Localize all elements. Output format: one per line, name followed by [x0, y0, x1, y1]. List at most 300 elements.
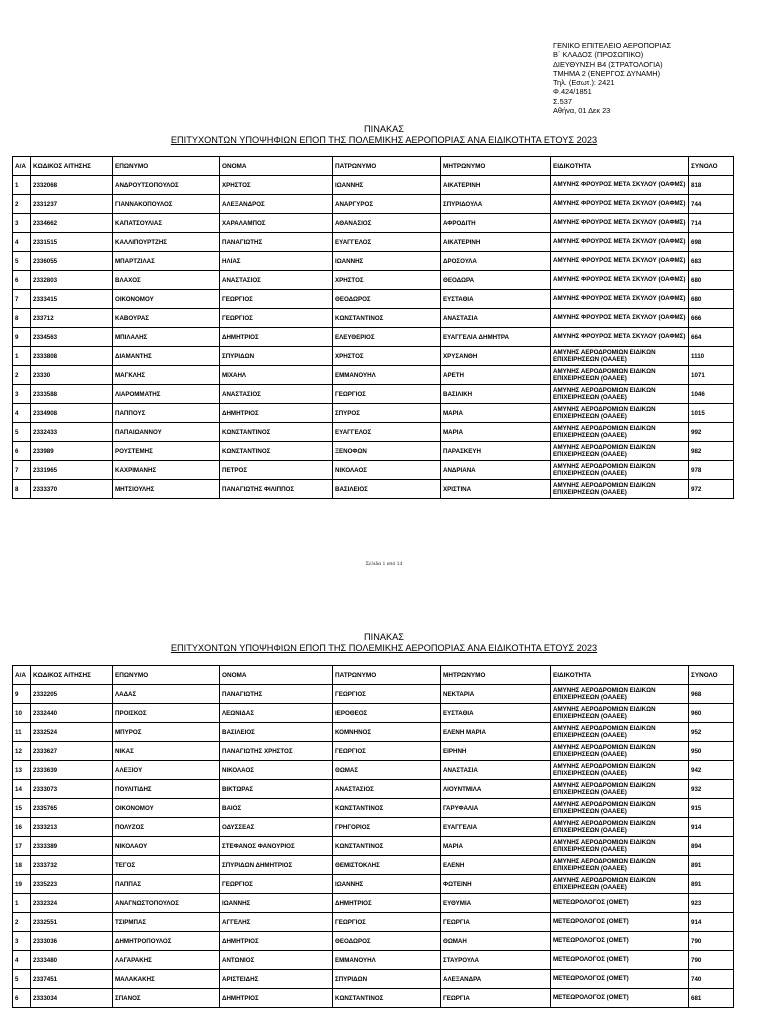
header-line: Β΄ ΚΛΑΔΟΣ (ΠΡΟΣΩΠΙΚΟ)	[553, 50, 644, 60]
specialty-cell: ΑΜΥΝΗΣ ΦΡΟΥΡΟΣ ΜΕΤΑ ΣΚΥΛΟΥ (ΟΑΦΜΣ)	[551, 271, 689, 290]
table-row	[13, 780, 734, 799]
header-line: ΔΙΕΥΘΥΝΣΗ Β4 (ΣΤΡΑΤΟΛΟΓΙΑ)	[553, 59, 663, 69]
application-code-cell: 2333588	[31, 385, 113, 404]
first-name-cell: ΧΑΡΑΛΑΜΠΟΣ	[220, 214, 333, 233]
application-code-cell: 2333036	[31, 932, 113, 951]
first-name-cell: ΠΑΝΑΓΙΩΤΗΣ ΦΙΛΙΠΠΟΣ	[220, 480, 333, 499]
application-code-cell: 2333627	[31, 742, 113, 761]
row-number-cell: 13	[13, 761, 31, 780]
surname-cell: ΓΙΑΝΝΑΚΟΠΟΥΛΟΣ	[113, 195, 220, 214]
first-name-cell: ΚΩΝΣΤΑΝΤΙΝΟΣ	[220, 442, 333, 461]
application-code-cell: 2336055	[31, 252, 113, 271]
application-code-cell: 2333415	[31, 290, 113, 309]
column-header: ΚΩΔΙΚΟΣ ΑΙΤΗΣΗΣ	[31, 157, 113, 176]
score-cell: 681	[689, 989, 734, 1008]
row-number-cell: 5	[13, 252, 31, 271]
row-number-cell: 8	[13, 309, 31, 328]
score-cell: 683	[689, 252, 734, 271]
father-name-cell: ΑΘΑΝΑΣΙΟΣ	[333, 214, 441, 233]
surname-cell: ΣΠΑΝΟΣ	[113, 989, 220, 1008]
application-code-cell: 2332433	[31, 423, 113, 442]
father-name-cell: ΚΩΝΣΤΑΝΤΙΝΟΣ	[333, 837, 441, 856]
mother-name-cell: ΑΛΕΞΑΝΔΡΑ	[441, 970, 551, 989]
score-cell: 790	[689, 932, 734, 951]
specialty-cell: ΑΜΥΝΗΣ ΑΕΡΟΔΡΟΜΙΩΝ ΕΙΔΙΚΩΝ ΕΠΙΧΕΙΡΗΣΕΩΝ (ΟΑΑΕΕ)	[551, 685, 689, 704]
first-name-cell: ΑΝΤΩΝΙΟΣ	[220, 951, 333, 970]
father-name-cell: ΓΕΩΡΓΙΟΣ	[333, 913, 441, 932]
mother-name-cell: ΕΥΑΓΓΕΛΙΑ ΔΗΜΗΤΡΑ	[441, 328, 551, 347]
mother-name-cell: ΕΛΕΝΗ ΜΑΡΙΑ	[441, 723, 551, 742]
surname-cell: ΡΟΥΣΤΕΜΗΣ	[113, 442, 220, 461]
table-row	[13, 290, 734, 309]
application-code-cell: 2333073	[31, 780, 113, 799]
father-name-cell: ΚΩΝΣΤΑΝΤΙΝΟΣ	[333, 309, 441, 328]
surname-cell: ΒΛΑΧΟΣ	[113, 271, 220, 290]
table-row	[13, 404, 734, 423]
father-name-cell: ΕΥΑΓΓΕΛΟΣ	[333, 423, 441, 442]
column-header: ΟΝΟΜΑ	[220, 666, 333, 685]
surname-cell: ΝΙΚΟΛΑΟΥ	[113, 837, 220, 856]
table-row	[13, 723, 734, 742]
table-row	[13, 442, 734, 461]
header-line: Τηλ. (Εσωτ.): 2421	[553, 78, 615, 88]
first-name-cell: ΠΕΤΡΟΣ	[220, 461, 333, 480]
table-row	[13, 328, 734, 347]
mother-name-cell: ΦΩΤΕΙΝΗ	[441, 875, 551, 894]
application-code-cell: 2333034	[31, 989, 113, 1008]
father-name-cell: ΚΟΜΝΗΝΟΣ	[333, 723, 441, 742]
surname-cell: ΜΑΓΚΛΗΣ	[113, 366, 220, 385]
page-number: Σελίδα 1 από 14	[365, 561, 403, 567]
surname-cell: ΔΙΑΜΑΝΤΗΣ	[113, 347, 220, 366]
surname-cell: ΤΕΓΟΣ	[113, 856, 220, 875]
specialty-cell: ΑΜΥΝΗΣ ΑΕΡΟΔΡΟΜΙΩΝ ΕΙΔΙΚΩΝ ΕΠΙΧΕΙΡΗΣΕΩΝ (ΟΑΑΕΕ)	[551, 442, 689, 461]
surname-cell: ΟΙΚΟΝΟΜΟΥ	[113, 290, 220, 309]
specialty-cell: ΑΜΥΝΗΣ ΦΡΟΥΡΟΣ ΜΕΤΑ ΣΚΥΛΟΥ (ΟΑΦΜΣ)	[551, 328, 689, 347]
application-code-cell: 2334662	[31, 214, 113, 233]
specialty-cell: ΑΜΥΝΗΣ ΑΕΡΟΔΡΟΜΙΩΝ ΕΙΔΙΚΩΝ ΕΠΙΧΕΙΡΗΣΕΩΝ (ΟΑΑΕΕ)	[551, 461, 689, 480]
specialty-cell: ΑΜΥΝΗΣ ΑΕΡΟΔΡΟΜΙΩΝ ΕΙΔΙΚΩΝ ΕΠΙΧΕΙΡΗΣΕΩΝ (ΟΑΑΕΕ)	[551, 347, 689, 366]
column-header: ΟΝΟΜΑ	[220, 157, 333, 176]
application-code-cell: 2332803	[31, 271, 113, 290]
specialty-cell: ΜΕΤΕΩΡΟΛΟΓΟΣ (ΟΜΕΤ)	[551, 932, 689, 951]
specialty-cell: ΑΜΥΝΗΣ ΦΡΟΥΡΟΣ ΜΕΤΑ ΣΚΥΛΟΥ (ΟΑΦΜΣ)	[551, 233, 689, 252]
table-row	[13, 856, 734, 875]
table-row	[13, 742, 734, 761]
table-row	[13, 423, 734, 442]
father-name-cell: ΓΡΗΓΟΡΙΟΣ	[333, 818, 441, 837]
application-code-cell: 2332068	[31, 176, 113, 195]
mother-name-cell: ΑΙΚΑΤΕΡΙΝΗ	[441, 176, 551, 195]
specialty-cell: ΑΜΥΝΗΣ ΦΡΟΥΡΟΣ ΜΕΤΑ ΣΚΥΛΟΥ (ΟΑΦΜΣ)	[551, 214, 689, 233]
surname-cell: ΚΑΛΛΙΠΟΥΡΤΖΗΣ	[113, 233, 220, 252]
first-name-cell: ΝΙΚΟΛΑΟΣ	[220, 761, 333, 780]
father-name-cell: ΙΕΡΟΘΕΟΣ	[333, 704, 441, 723]
row-number-cell: 1	[13, 894, 31, 913]
row-number-cell: 15	[13, 799, 31, 818]
application-code-cell: 2335765	[31, 799, 113, 818]
row-number-cell: 12	[13, 742, 31, 761]
column-header: ΠΑΤΡΩΝΥΜΟ	[333, 157, 441, 176]
table-row	[13, 970, 734, 989]
surname-cell: ΜΑΛΑΚΑΚΗΣ	[113, 970, 220, 989]
row-number-cell: 4	[13, 951, 31, 970]
table-row	[13, 989, 734, 1008]
application-code-cell: 2332440	[31, 704, 113, 723]
surname-cell: ΠΑΠΠΟΥΣ	[113, 404, 220, 423]
column-header: ΕΠΩΝΥΜΟ	[113, 666, 220, 685]
page-title	[0, 632, 768, 653]
surname-cell: ΜΗΤΣΙΟΥΛΗΣ	[113, 480, 220, 499]
surname-cell: ΛΑΓΑΡΑΚΗΣ	[113, 951, 220, 970]
table-header-row	[13, 157, 734, 176]
specialty-cell: ΑΜΥΝΗΣ ΑΕΡΟΔΡΟΜΙΩΝ ΕΙΔΙΚΩΝ ΕΠΙΧΕΙΡΗΣΕΩΝ (ΟΑΑΕΕ)	[551, 780, 689, 799]
mother-name-cell: ΓΕΩΡΓΙΑ	[441, 913, 551, 932]
application-code-cell: 233989	[31, 442, 113, 461]
father-name-cell: ΕΜΜΑΝΟΥΗΛ	[333, 951, 441, 970]
title-line-1: ΠΙΝΑΚΑΣ	[364, 632, 404, 642]
specialty-cell: ΑΜΥΝΗΣ ΑΕΡΟΔΡΟΜΙΩΝ ΕΙΔΙΚΩΝ ΕΠΙΧΕΙΡΗΣΕΩΝ (ΟΑΑΕΕ)	[551, 761, 689, 780]
mother-name-cell: ΕΥΘΥΜΙΑ	[441, 894, 551, 913]
score-cell: 818	[689, 176, 734, 195]
score-cell: 680	[689, 290, 734, 309]
row-number-cell: 1	[13, 347, 31, 366]
surname-cell: ΝΙΚΑΣ	[113, 742, 220, 761]
first-name-cell: ΚΩΝΣΤΑΝΤΙΝΟΣ	[220, 423, 333, 442]
surname-cell: ΟΙΚΟΝΟΜΟΥ	[113, 799, 220, 818]
column-header: ΣΥΝΟΛΟ	[689, 157, 734, 176]
father-name-cell: ΘΕΟΔΩΡΟΣ	[333, 932, 441, 951]
mother-name-cell: ΑΝΑΣΤΑΣΙΑ	[441, 761, 551, 780]
row-number-cell: 18	[13, 856, 31, 875]
application-code-cell: 2333480	[31, 951, 113, 970]
first-name-cell: ΓΕΩΡΓΙΟΣ	[220, 875, 333, 894]
application-code-cell: 2332551	[31, 913, 113, 932]
results-table	[12, 665, 734, 1008]
table-row	[13, 761, 734, 780]
specialty-cell: ΑΜΥΝΗΣ ΑΕΡΟΔΡΟΜΙΩΝ ΕΙΔΙΚΩΝ ΕΠΙΧΕΙΡΗΣΕΩΝ (ΟΑΑΕΕ)	[551, 423, 689, 442]
father-name-cell: ΓΕΩΡΓΙΟΣ	[333, 742, 441, 761]
application-code-cell: 2331515	[31, 233, 113, 252]
row-number-cell: 4	[13, 404, 31, 423]
score-cell: 891	[689, 875, 734, 894]
score-cell: 698	[689, 233, 734, 252]
mother-name-cell: ΝΕΚΤΑΡΙΑ	[441, 685, 551, 704]
mother-name-cell: ΑΡΕΤΗ	[441, 366, 551, 385]
first-name-cell: ΒΑΙΟΣ	[220, 799, 333, 818]
specialty-cell: ΑΜΥΝΗΣ ΑΕΡΟΔΡΟΜΙΩΝ ΕΙΔΙΚΩΝ ΕΠΙΧΕΙΡΗΣΕΩΝ (ΟΑΑΕΕ)	[551, 818, 689, 837]
score-cell: 972	[689, 480, 734, 499]
application-code-cell: 2333370	[31, 480, 113, 499]
mother-name-cell: ΓΕΩΡΓΙΑ	[441, 989, 551, 1008]
surname-cell: ΑΝΔΡΟΥΤΣΟΠΟΥΛΟΣ	[113, 176, 220, 195]
mother-name-cell: ΧΡΥΣΑΝΘΗ	[441, 347, 551, 366]
father-name-cell: ΘΕΜΙΣΤΟΚΛΗΣ	[333, 856, 441, 875]
mother-name-cell: ΧΡΙΣΤΙΝΑ	[441, 480, 551, 499]
specialty-cell: ΑΜΥΝΗΣ ΦΡΟΥΡΟΣ ΜΕΤΑ ΣΚΥΛΟΥ (ΟΑΦΜΣ)	[551, 176, 689, 195]
row-number-cell: 3	[13, 932, 31, 951]
first-name-cell: ΑΝΑΣΤΑΣΙΟΣ	[220, 385, 333, 404]
surname-cell: ΚΑΧΡΙΜΑΝΗΣ	[113, 461, 220, 480]
specialty-cell: ΑΜΥΝΗΣ ΑΕΡΟΔΡΟΜΙΩΝ ΕΙΔΙΚΩΝ ΕΠΙΧΕΙΡΗΣΕΩΝ (ΟΑΑΕΕ)	[551, 742, 689, 761]
row-number-cell: 7	[13, 461, 31, 480]
specialty-cell: ΑΜΥΝΗΣ ΦΡΟΥΡΟΣ ΜΕΤΑ ΣΚΥΛΟΥ (ΟΑΦΜΣ)	[551, 290, 689, 309]
score-cell: 790	[689, 951, 734, 970]
column-header: Α/Α	[13, 666, 31, 685]
father-name-cell: ΞΕΝΟΦΩΝ	[333, 442, 441, 461]
first-name-cell: ΓΕΩΡΓΙΟΣ	[220, 290, 333, 309]
mother-name-cell: ΜΑΡΙΑ	[441, 423, 551, 442]
table-row	[13, 818, 734, 837]
application-code-cell: 2332324	[31, 894, 113, 913]
score-cell: 915	[689, 799, 734, 818]
page-title	[0, 124, 768, 145]
score-cell: 952	[689, 723, 734, 742]
score-cell: 1071	[689, 366, 734, 385]
specialty-cell: ΑΜΥΝΗΣ ΦΡΟΥΡΟΣ ΜΕΤΑ ΣΚΥΛΟΥ (ΟΑΦΜΣ)	[551, 195, 689, 214]
score-cell: 664	[689, 328, 734, 347]
score-cell: 1110	[689, 347, 734, 366]
table-row	[13, 461, 734, 480]
row-number-cell: 7	[13, 290, 31, 309]
mother-name-cell: ΕΥΑΓΓΕΛΙΑ	[441, 818, 551, 837]
specialty-cell: ΑΜΥΝΗΣ ΑΕΡΟΔΡΟΜΙΩΝ ΕΙΔΙΚΩΝ ΕΠΙΧΕΙΡΗΣΕΩΝ (ΟΑΑΕΕ)	[551, 366, 689, 385]
title-line-2: ΕΠΙΤΥΧΟΝΤΩΝ ΥΠΟΨΗΦΙΩΝ ΕΠΟΠ ΤΗΣ ΠΟΛΕΜΙΚΗΣ ΑΕΡΟΠΟΡΙΑΣ ΑΝΑ ΕΙΔΙΚΟΤΗΤΑ ΕΤΟΥΣ 2023	[170, 134, 598, 145]
father-name-cell: ΚΩΝΣΤΑΝΤΙΝΟΣ	[333, 799, 441, 818]
surname-cell: ΑΛΕΞΙΟΥ	[113, 761, 220, 780]
first-name-cell: ΒΙΚΤΩΡΑΣ	[220, 780, 333, 799]
header-line: ΓΕΝΙΚΟ ΕΠΙΤΕΛΕΙΟ ΑΕΡΟΠΟΡΙΑΣ	[553, 41, 672, 50]
father-name-cell: ΔΗΜΗΤΡΙΟΣ	[333, 894, 441, 913]
surname-cell: ΚΑΒΟΥΡΑΣ	[113, 309, 220, 328]
score-cell: 982	[689, 442, 734, 461]
mother-name-cell: ΕΥΣΤΑΘΙΑ	[441, 290, 551, 309]
score-cell: 923	[689, 894, 734, 913]
surname-cell: ΠΡΟΙΣΚΟΣ	[113, 704, 220, 723]
mother-name-cell: ΜΑΡΙΑ	[441, 837, 551, 856]
father-name-cell: ΚΩΝΣΤΑΝΤΙΝΟΣ	[333, 989, 441, 1008]
father-name-cell: ΓΕΩΡΓΙΟΣ	[333, 685, 441, 704]
specialty-cell: ΑΜΥΝΗΣ ΑΕΡΟΔΡΟΜΙΩΝ ΕΙΔΙΚΩΝ ΕΠΙΧΕΙΡΗΣΕΩΝ (ΟΑΑΕΕ)	[551, 385, 689, 404]
father-name-cell: ΙΩΑΝΝΗΣ	[333, 176, 441, 195]
table-row	[13, 480, 734, 499]
row-number-cell: 9	[13, 328, 31, 347]
table-row	[13, 233, 734, 252]
mother-name-cell: ΑΝΑΣΤΑΣΙΑ	[441, 309, 551, 328]
table-row	[13, 176, 734, 195]
first-name-cell: ΔΗΜΗΤΡΙΟΣ	[220, 989, 333, 1008]
score-cell: 968	[689, 685, 734, 704]
mother-name-cell: ΜΑΡΙΑ	[441, 404, 551, 423]
surname-cell: ΠΟΥΛΙΤΙΔΗΣ	[113, 780, 220, 799]
specialty-cell: ΜΕΤΕΩΡΟΛΟΓΟΣ (ΟΜΕΤ)	[551, 989, 689, 1008]
first-name-cell: ΔΗΜΗΤΡΙΟΣ	[220, 404, 333, 423]
application-code-cell: 2335223	[31, 875, 113, 894]
mother-name-cell: ΑΝΔΡΙΑΝΑ	[441, 461, 551, 480]
column-header: ΕΙΔΙΚΟΤΗΤΑ	[551, 666, 689, 685]
column-header: ΜΗΤΡΩΝΥΜΟ	[441, 666, 551, 685]
specialty-cell: ΜΕΤΕΩΡΟΛΟΓΟΣ (ΟΜΕΤ)	[551, 951, 689, 970]
row-number-cell: 9	[13, 685, 31, 704]
document-header	[553, 41, 671, 115]
score-cell: 1046	[689, 385, 734, 404]
first-name-cell: ΑΓΓΕΛΗΣ	[220, 913, 333, 932]
application-code-cell: 233712	[31, 309, 113, 328]
first-name-cell: ΑΡΙΣΤΕΙΔΗΣ	[220, 970, 333, 989]
table-row	[13, 704, 734, 723]
first-name-cell: ΣΤΕΦΑΝΟΣ ΦΑΝΟΥΡΙΟΣ	[220, 837, 333, 856]
row-number-cell: 3	[13, 214, 31, 233]
row-number-cell: 16	[13, 818, 31, 837]
specialty-cell: ΜΕΤΕΩΡΟΛΟΓΟΣ (ΟΜΕΤ)	[551, 894, 689, 913]
first-name-cell: ΧΡΗΣΤΟΣ	[220, 176, 333, 195]
first-name-cell: ΠΑΝΑΓΙΩΤΗΣ ΧΡΗΣΤΟΣ	[220, 742, 333, 761]
specialty-cell: ΑΜΥΝΗΣ ΦΡΟΥΡΟΣ ΜΕΤΑ ΣΚΥΛΟΥ (ΟΑΦΜΣ)	[551, 309, 689, 328]
row-number-cell: 4	[13, 233, 31, 252]
mother-name-cell: ΣΤΑΥΡΟΥΛΑ	[441, 951, 551, 970]
specialty-cell: ΑΜΥΝΗΣ ΑΕΡΟΔΡΟΜΙΩΝ ΕΙΔΙΚΩΝ ΕΠΙΧΕΙΡΗΣΕΩΝ (ΟΑΑΕΕ)	[551, 723, 689, 742]
specialty-cell: ΑΜΥΝΗΣ ΑΕΡΟΔΡΟΜΙΩΝ ΕΙΔΙΚΩΝ ΕΠΙΧΕΙΡΗΣΕΩΝ (ΟΑΑΕΕ)	[551, 404, 689, 423]
score-cell: 894	[689, 837, 734, 856]
first-name-cell: ΠΑΝΑΓΙΩΤΗΣ	[220, 233, 333, 252]
header-line: Φ.424/1851	[553, 87, 592, 97]
application-code-cell: 23330	[31, 366, 113, 385]
first-name-cell: ΛΕΩΝΙΔΑΣ	[220, 704, 333, 723]
score-cell: 744	[689, 195, 734, 214]
table-row	[13, 366, 734, 385]
mother-name-cell: ΑΦΡΟΔΙΤΗ	[441, 214, 551, 233]
first-name-cell: ΣΠΥΡΙΔΩΝ	[220, 347, 333, 366]
row-number-cell: 3	[13, 385, 31, 404]
father-name-cell: ΘΩΜΑΣ	[333, 761, 441, 780]
score-cell: 680	[689, 271, 734, 290]
specialty-cell: ΑΜΥΝΗΣ ΑΕΡΟΔΡΟΜΙΩΝ ΕΙΔΙΚΩΝ ΕΠΙΧΕΙΡΗΣΕΩΝ (ΟΑΑΕΕ)	[551, 480, 689, 499]
first-name-cell: ΟΔΥΣΣΕΑΣ	[220, 818, 333, 837]
score-cell: 914	[689, 818, 734, 837]
row-number-cell: 6	[13, 271, 31, 290]
specialty-cell: ΑΜΥΝΗΣ ΑΕΡΟΔΡΟΜΙΩΝ ΕΙΔΙΚΩΝ ΕΠΙΧΕΙΡΗΣΕΩΝ (ΟΑΑΕΕ)	[551, 704, 689, 723]
header-line: Σ.537	[553, 96, 572, 106]
row-number-cell: 5	[13, 970, 31, 989]
score-cell: 1015	[689, 404, 734, 423]
header-line: Αθήνα, 01 Δεκ 23	[553, 106, 611, 116]
score-cell: 950	[689, 742, 734, 761]
surname-cell: ΛΙΑΡΟΜΜΑΤΗΣ	[113, 385, 220, 404]
surname-cell: ΚΑΠΑΤΣΟΥΛΙΑΣ	[113, 214, 220, 233]
column-header: ΣΥΝΟΛΟ	[689, 666, 734, 685]
row-number-cell: 1	[13, 176, 31, 195]
mother-name-cell: ΔΡΟΣΟΥΛΑ	[441, 252, 551, 271]
father-name-cell: ΓΕΩΡΓΙΟΣ	[333, 385, 441, 404]
header-line: ΤΜΗΜΑ 2 (ΕΝΕΡΓΟΣ ΔΥΝΑΜΗ)	[553, 68, 661, 78]
table-row	[13, 951, 734, 970]
application-code-cell: 2333639	[31, 761, 113, 780]
mother-name-cell: ΠΑΡΑΣΚΕΥΗ	[441, 442, 551, 461]
surname-cell: ΜΠΙΛΑΛΗΣ	[113, 328, 220, 347]
score-cell: 978	[689, 461, 734, 480]
score-cell: 992	[689, 423, 734, 442]
father-name-cell: ΣΠΥΡΙΔΩΝ	[333, 970, 441, 989]
surname-cell: ΜΠΥΡΟΣ	[113, 723, 220, 742]
application-code-cell: 2333808	[31, 347, 113, 366]
title-line-1: ΠΙΝΑΚΑΣ	[364, 124, 404, 134]
first-name-cell: ΠΑΝΑΓΙΩΤΗΣ	[220, 685, 333, 704]
father-name-cell: ΕΛΕΥΘΕΡΙΟΣ	[333, 328, 441, 347]
father-name-cell: ΧΡΗΣΤΟΣ	[333, 347, 441, 366]
surname-cell: ΤΣΙΡΜΠΑΣ	[113, 913, 220, 932]
father-name-cell: ΕΜΜΑΝΟΥΗΛ	[333, 366, 441, 385]
surname-cell: ΠΟΛΥΖΟΣ	[113, 818, 220, 837]
first-name-cell: ΣΠΥΡΙΔΩΝ ΔΗΜΗΤΡΙΟΣ	[220, 856, 333, 875]
score-cell: 942	[689, 761, 734, 780]
specialty-cell: ΑΜΥΝΗΣ ΑΕΡΟΔΡΟΜΙΩΝ ΕΙΔΙΚΩΝ ΕΠΙΧΕΙΡΗΣΕΩΝ (ΟΑΑΕΕ)	[551, 837, 689, 856]
row-number-cell: 8	[13, 480, 31, 499]
application-code-cell: 2334563	[31, 328, 113, 347]
mother-name-cell: ΒΑΣΙΛΙΚΗ	[441, 385, 551, 404]
score-cell: 666	[689, 309, 734, 328]
father-name-cell: ΒΑΣΙΛΕΙΟΣ	[333, 480, 441, 499]
table-row	[13, 799, 734, 818]
father-name-cell: ΑΝΑΣΤΑΣΙΟΣ	[333, 780, 441, 799]
father-name-cell: ΘΕΟΔΩΡΟΣ	[333, 290, 441, 309]
score-cell: 960	[689, 704, 734, 723]
father-name-cell: ΙΩΑΝΝΗΣ	[333, 875, 441, 894]
first-name-cell: ΔΗΜΗΤΡΙΟΣ	[220, 932, 333, 951]
application-code-cell: 2332205	[31, 685, 113, 704]
row-number-cell: 19	[13, 875, 31, 894]
specialty-cell: ΑΜΥΝΗΣ ΑΕΡΟΔΡΟΜΙΩΝ ΕΙΔΙΚΩΝ ΕΠΙΧΕΙΡΗΣΕΩΝ (ΟΑΑΕΕ)	[551, 856, 689, 875]
table-row	[13, 252, 734, 271]
specialty-cell: ΜΕΤΕΩΡΟΛΟΓΟΣ (ΟΜΕΤ)	[551, 970, 689, 989]
column-header: ΜΗΤΡΩΝΥΜΟ	[441, 157, 551, 176]
specialty-cell: ΑΜΥΝΗΣ ΦΡΟΥΡΟΣ ΜΕΤΑ ΣΚΥΛΟΥ (ΟΑΦΜΣ)	[551, 252, 689, 271]
surname-cell: ΜΠΑΡΤΖΙΛΑΣ	[113, 252, 220, 271]
table-row	[13, 894, 734, 913]
surname-cell: ΠΑΠΑΙΩΑΝΝΟΥ	[113, 423, 220, 442]
first-name-cell: ΑΝΑΣΤΑΣΙΟΣ	[220, 271, 333, 290]
table-row	[13, 195, 734, 214]
surname-cell: ΠΑΠΠΑΣ	[113, 875, 220, 894]
table-row	[13, 837, 734, 856]
column-header: ΕΠΩΝΥΜΟ	[113, 157, 220, 176]
first-name-cell: ΑΛΕΞΑΝΔΡΟΣ	[220, 195, 333, 214]
application-code-cell: 2334908	[31, 404, 113, 423]
application-code-cell: 2333732	[31, 856, 113, 875]
application-code-cell: 2331965	[31, 461, 113, 480]
column-header: Α/Α	[13, 157, 31, 176]
score-cell: 740	[689, 970, 734, 989]
first-name-cell: ΓΕΩΡΓΙΟΣ	[220, 309, 333, 328]
father-name-cell: ΧΡΗΣΤΟΣ	[333, 271, 441, 290]
first-name-cell: ΒΑΣΙΛΕΙΟΣ	[220, 723, 333, 742]
row-number-cell: 14	[13, 780, 31, 799]
table-row	[13, 875, 734, 894]
mother-name-cell: ΕΙΡΗΝΗ	[441, 742, 551, 761]
table-header-row	[13, 666, 734, 685]
father-name-cell: ΣΠΥΡΟΣ	[333, 404, 441, 423]
row-number-cell: 2	[13, 366, 31, 385]
application-code-cell: 2337451	[31, 970, 113, 989]
column-header: ΠΑΤΡΩΝΥΜΟ	[333, 666, 441, 685]
first-name-cell: ΗΛΙΑΣ	[220, 252, 333, 271]
surname-cell: ΛΑΔΑΣ	[113, 685, 220, 704]
score-cell: 891	[689, 856, 734, 875]
father-name-cell: ΙΩΑΝΝΗΣ	[333, 252, 441, 271]
application-code-cell: 2331237	[31, 195, 113, 214]
row-number-cell: 11	[13, 723, 31, 742]
score-cell: 914	[689, 913, 734, 932]
table-row	[13, 347, 734, 366]
